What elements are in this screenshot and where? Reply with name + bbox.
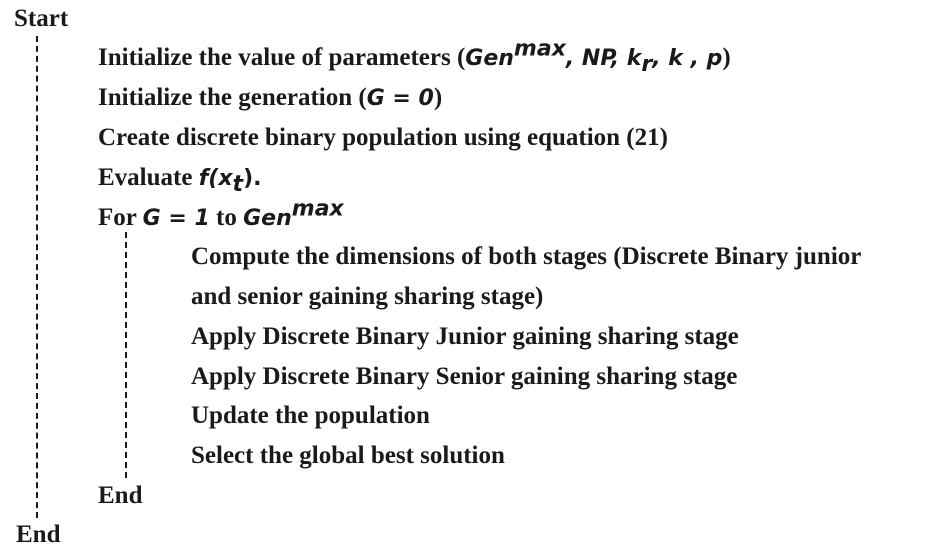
evaluate-close: ). bbox=[243, 166, 262, 191]
evaluate-sub: t bbox=[232, 172, 244, 197]
evaluate-x: (x bbox=[208, 166, 233, 191]
init-params-close: ) bbox=[722, 44, 731, 71]
for-text: For bbox=[98, 204, 143, 231]
for-math: G = 1 bbox=[142, 206, 210, 231]
init-gen-close: ) bbox=[433, 84, 443, 111]
outer-dashed-connector bbox=[36, 36, 38, 518]
loop-compute-line2: and senior gaining sharing stage) bbox=[191, 283, 544, 310]
init-params-kr-sub: r bbox=[641, 52, 653, 77]
init-params-np: , NP, k bbox=[565, 46, 642, 71]
init-params-gen-sup: max bbox=[513, 36, 566, 62]
loop-dashed-connector bbox=[125, 232, 127, 478]
loop-apply-junior: Apply Discrete Binary Junior gaining sharing stage bbox=[191, 323, 739, 350]
loop-end-label: End bbox=[98, 482, 143, 509]
init-params-rest: , k , p bbox=[652, 46, 723, 71]
loop-compute-line1: Compute the dimensions of both stages (Discrete Binary junior bbox=[191, 243, 862, 270]
loop-apply-senior: Apply Discrete Binary Senior gaining sharing stage bbox=[191, 363, 738, 390]
loop-select-best: Select the global best solution bbox=[191, 442, 505, 469]
evaluate-text: Evaluate bbox=[98, 164, 199, 191]
step-evaluate bbox=[98, 163, 262, 197]
init-gen-math: G = 0 bbox=[366, 86, 434, 111]
init-params-gen: Gen bbox=[465, 46, 514, 71]
end-label: End bbox=[16, 521, 61, 548]
init-params-text: Initialize the value of parameters ( bbox=[98, 44, 466, 71]
for-gen: Gen bbox=[243, 206, 292, 231]
loop-update-population: Update the population bbox=[191, 402, 430, 429]
for-to: to bbox=[209, 204, 244, 231]
evaluate-f: f bbox=[198, 166, 209, 191]
step-init-generation bbox=[98, 83, 442, 114]
for-gen-sup: max bbox=[291, 196, 344, 222]
step-for-loop bbox=[98, 196, 344, 234]
step-init-params bbox=[98, 36, 731, 77]
init-gen-text: Initialize the generation ( bbox=[98, 84, 367, 111]
start-label: Start bbox=[14, 5, 69, 32]
step-create-population: Create discrete binary population using equation (21) bbox=[98, 124, 668, 151]
